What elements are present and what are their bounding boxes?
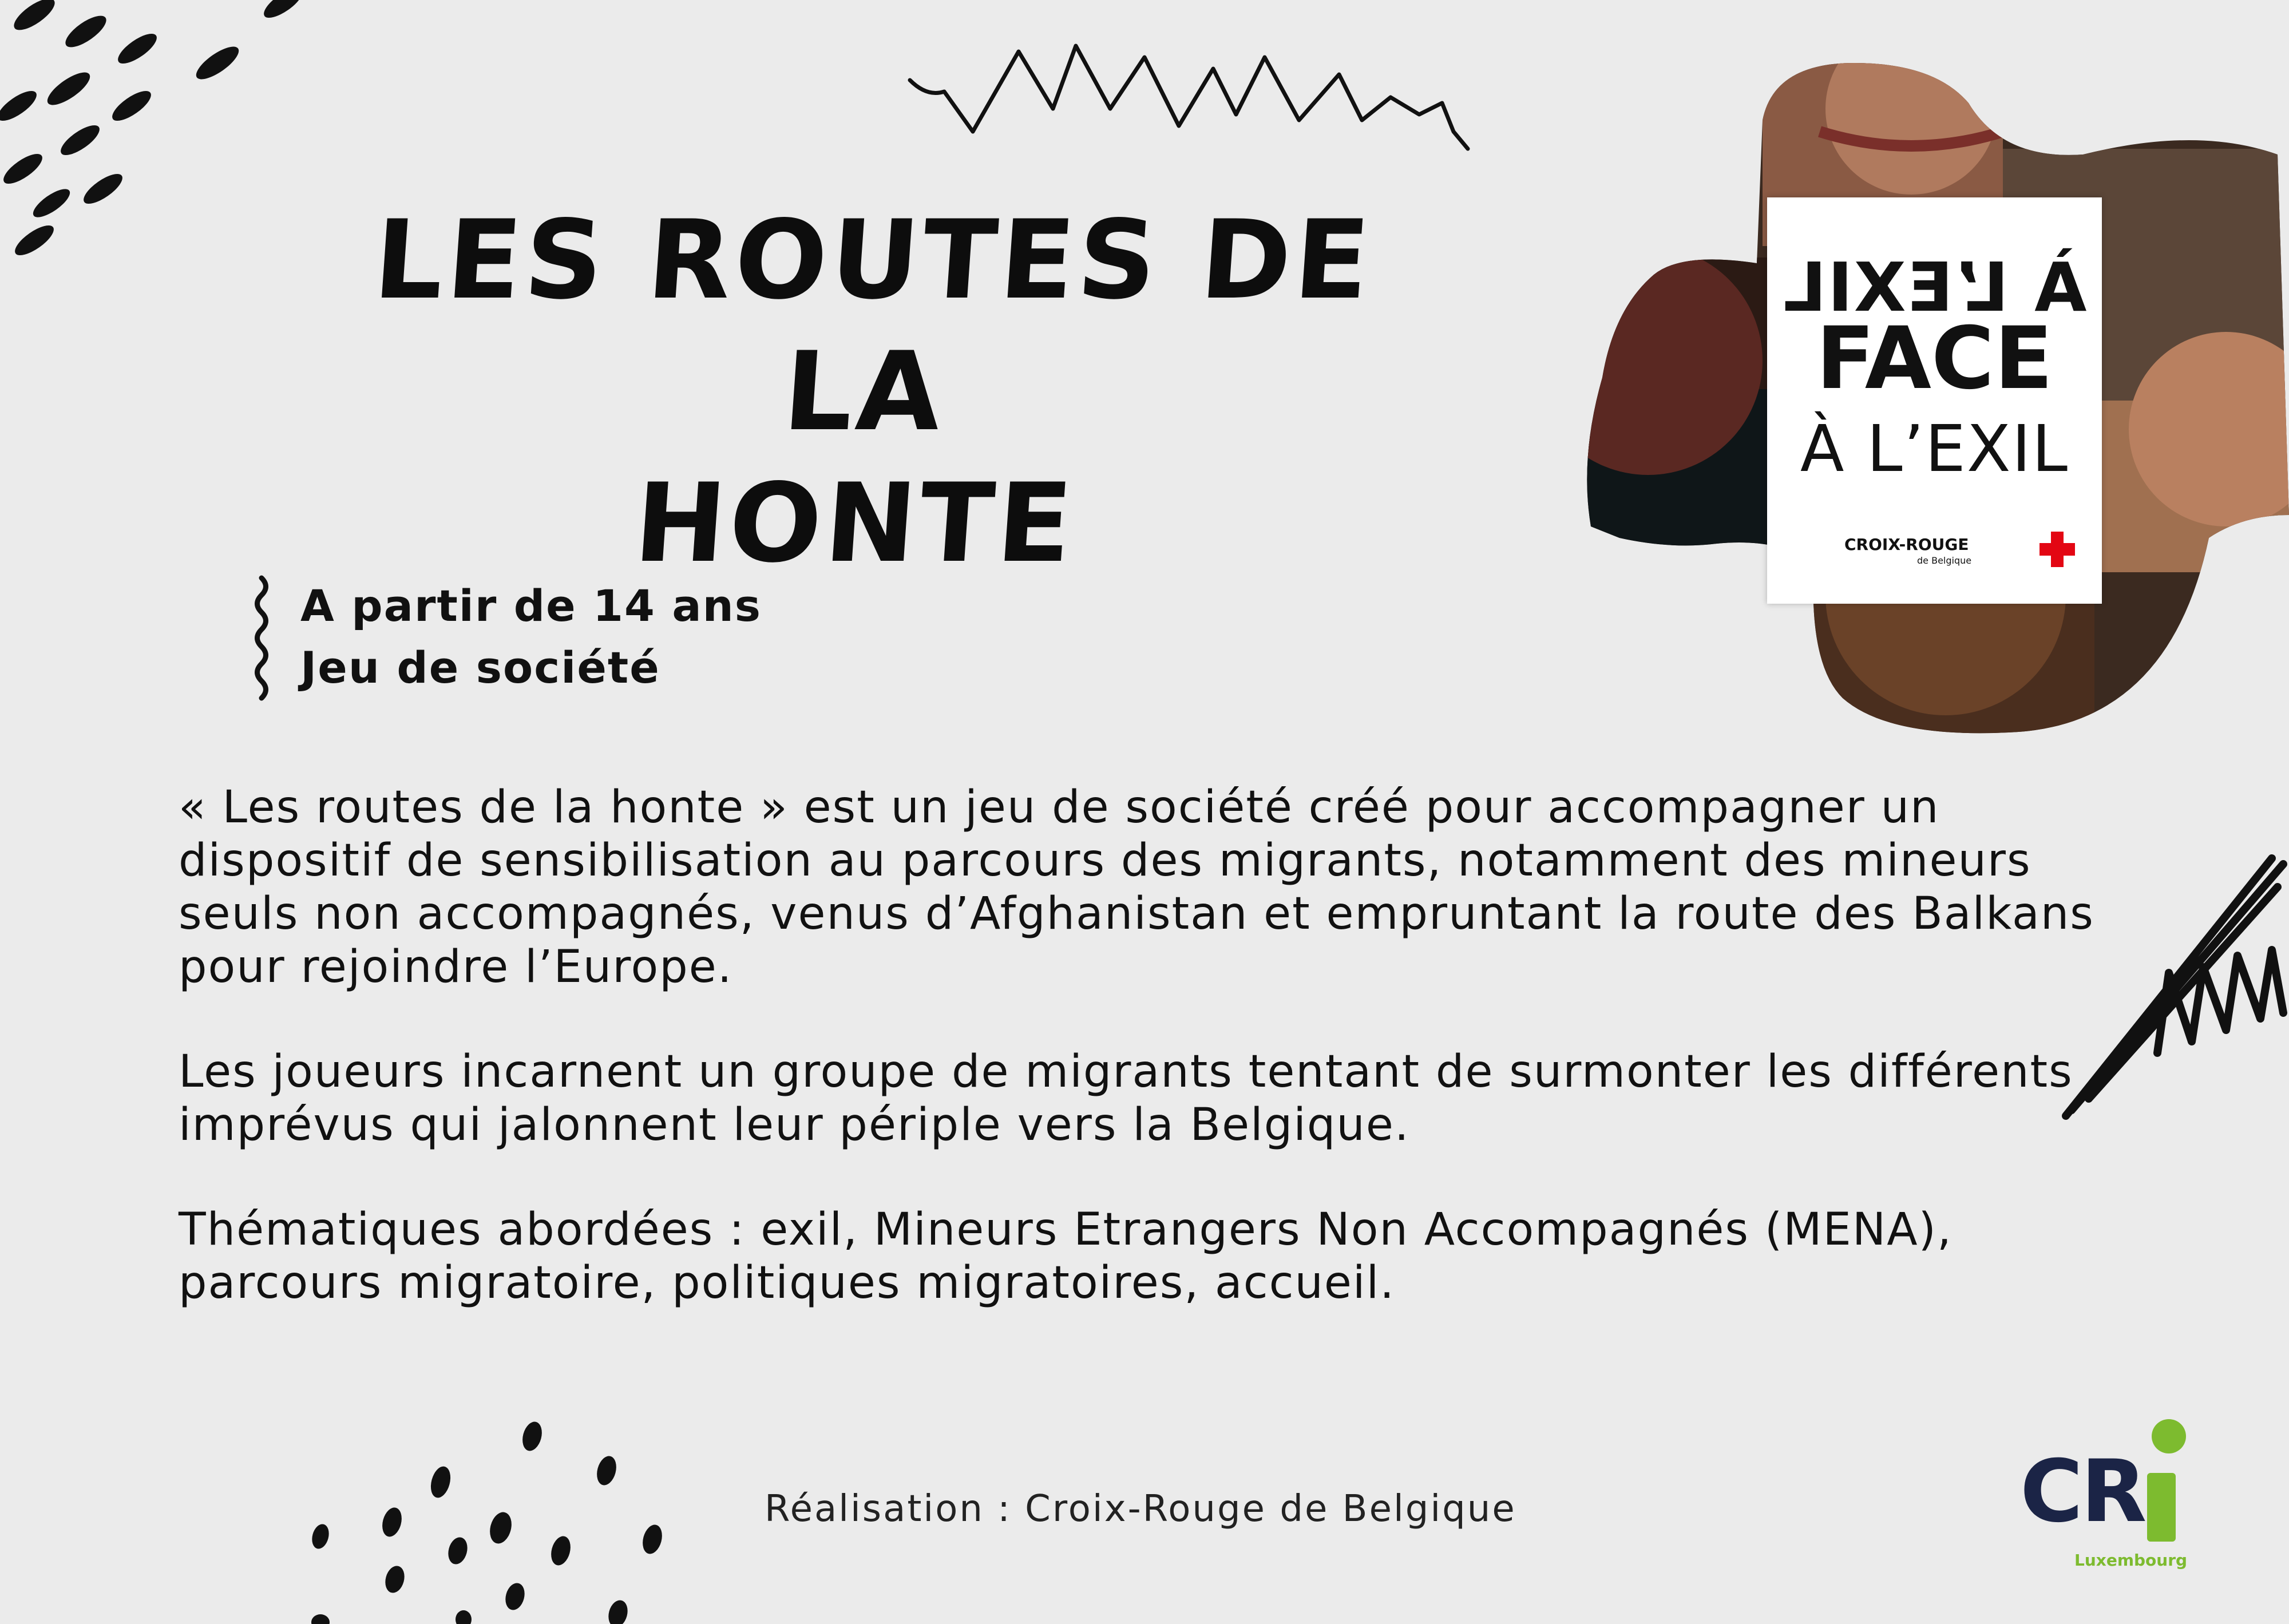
logo-letters: CR — [2020, 1442, 2145, 1542]
logo-i-stem — [2147, 1473, 2176, 1542]
poster-org-subtitle: de Belgique — [1917, 555, 1972, 566]
logo-dot — [2152, 1419, 2186, 1453]
page-title — [307, 195, 1421, 589]
brush-dashes-top-left — [0, 0, 320, 298]
description-paragraph-2: Les joueurs incarnent un groupe de migrants tentant de surmonter les différents imprévus qui jalonnent leur périple vers la Belgique. — [179, 1046, 2073, 1151]
age-range: A partir de 14 ans — [300, 580, 762, 631]
poster-exil-text: À L’EXIL — [1800, 412, 2069, 486]
poster-face-text: FACE — [1816, 309, 2053, 409]
credit-line: Réalisation : Croix-Rouge de Belgique — [765, 1488, 1516, 1530]
description — [179, 781, 2124, 1361]
cri-luxembourg-logo — [2020, 1419, 2197, 1568]
logo-subtitle: Luxembourg — [2074, 1551, 2188, 1570]
red-cross-icon — [2037, 529, 2077, 569]
description-paragraph-3: Thématiques abordées : exil, Mineurs Etrangers Non Accompagnés (MENA), parcours migratoire, politiques migratoires, accueil. — [179, 1204, 1953, 1309]
wavy-line-icon — [250, 575, 273, 701]
description-paragraph-1: « Les routes de la honte » est un jeu de société créé pour accompagner un dispositif de sensibilisation au parcours des migrants, notamment des mineurs seuls non accompagnés, venus d’Afghanistan et empruntant la route des Balkans pour rejoindre l’Europe. — [179, 782, 2094, 993]
game-meta — [300, 575, 762, 699]
poster-org-name: CROIX-ROUGE — [1844, 535, 1969, 554]
poster-mirror-text: À L’EXIL — [1782, 248, 2087, 327]
zigzag-scribble-top — [904, 34, 1476, 166]
poster-card — [1767, 197, 2102, 604]
scribble-right — [2054, 841, 2289, 1133]
brush-marks-bottom-left — [309, 1413, 744, 1624]
game-type: Jeu de société — [300, 642, 660, 693]
title-line-1: LES ROUTES DE LA — [370, 197, 1377, 455]
title-line-2: HONTE — [630, 460, 1080, 587]
